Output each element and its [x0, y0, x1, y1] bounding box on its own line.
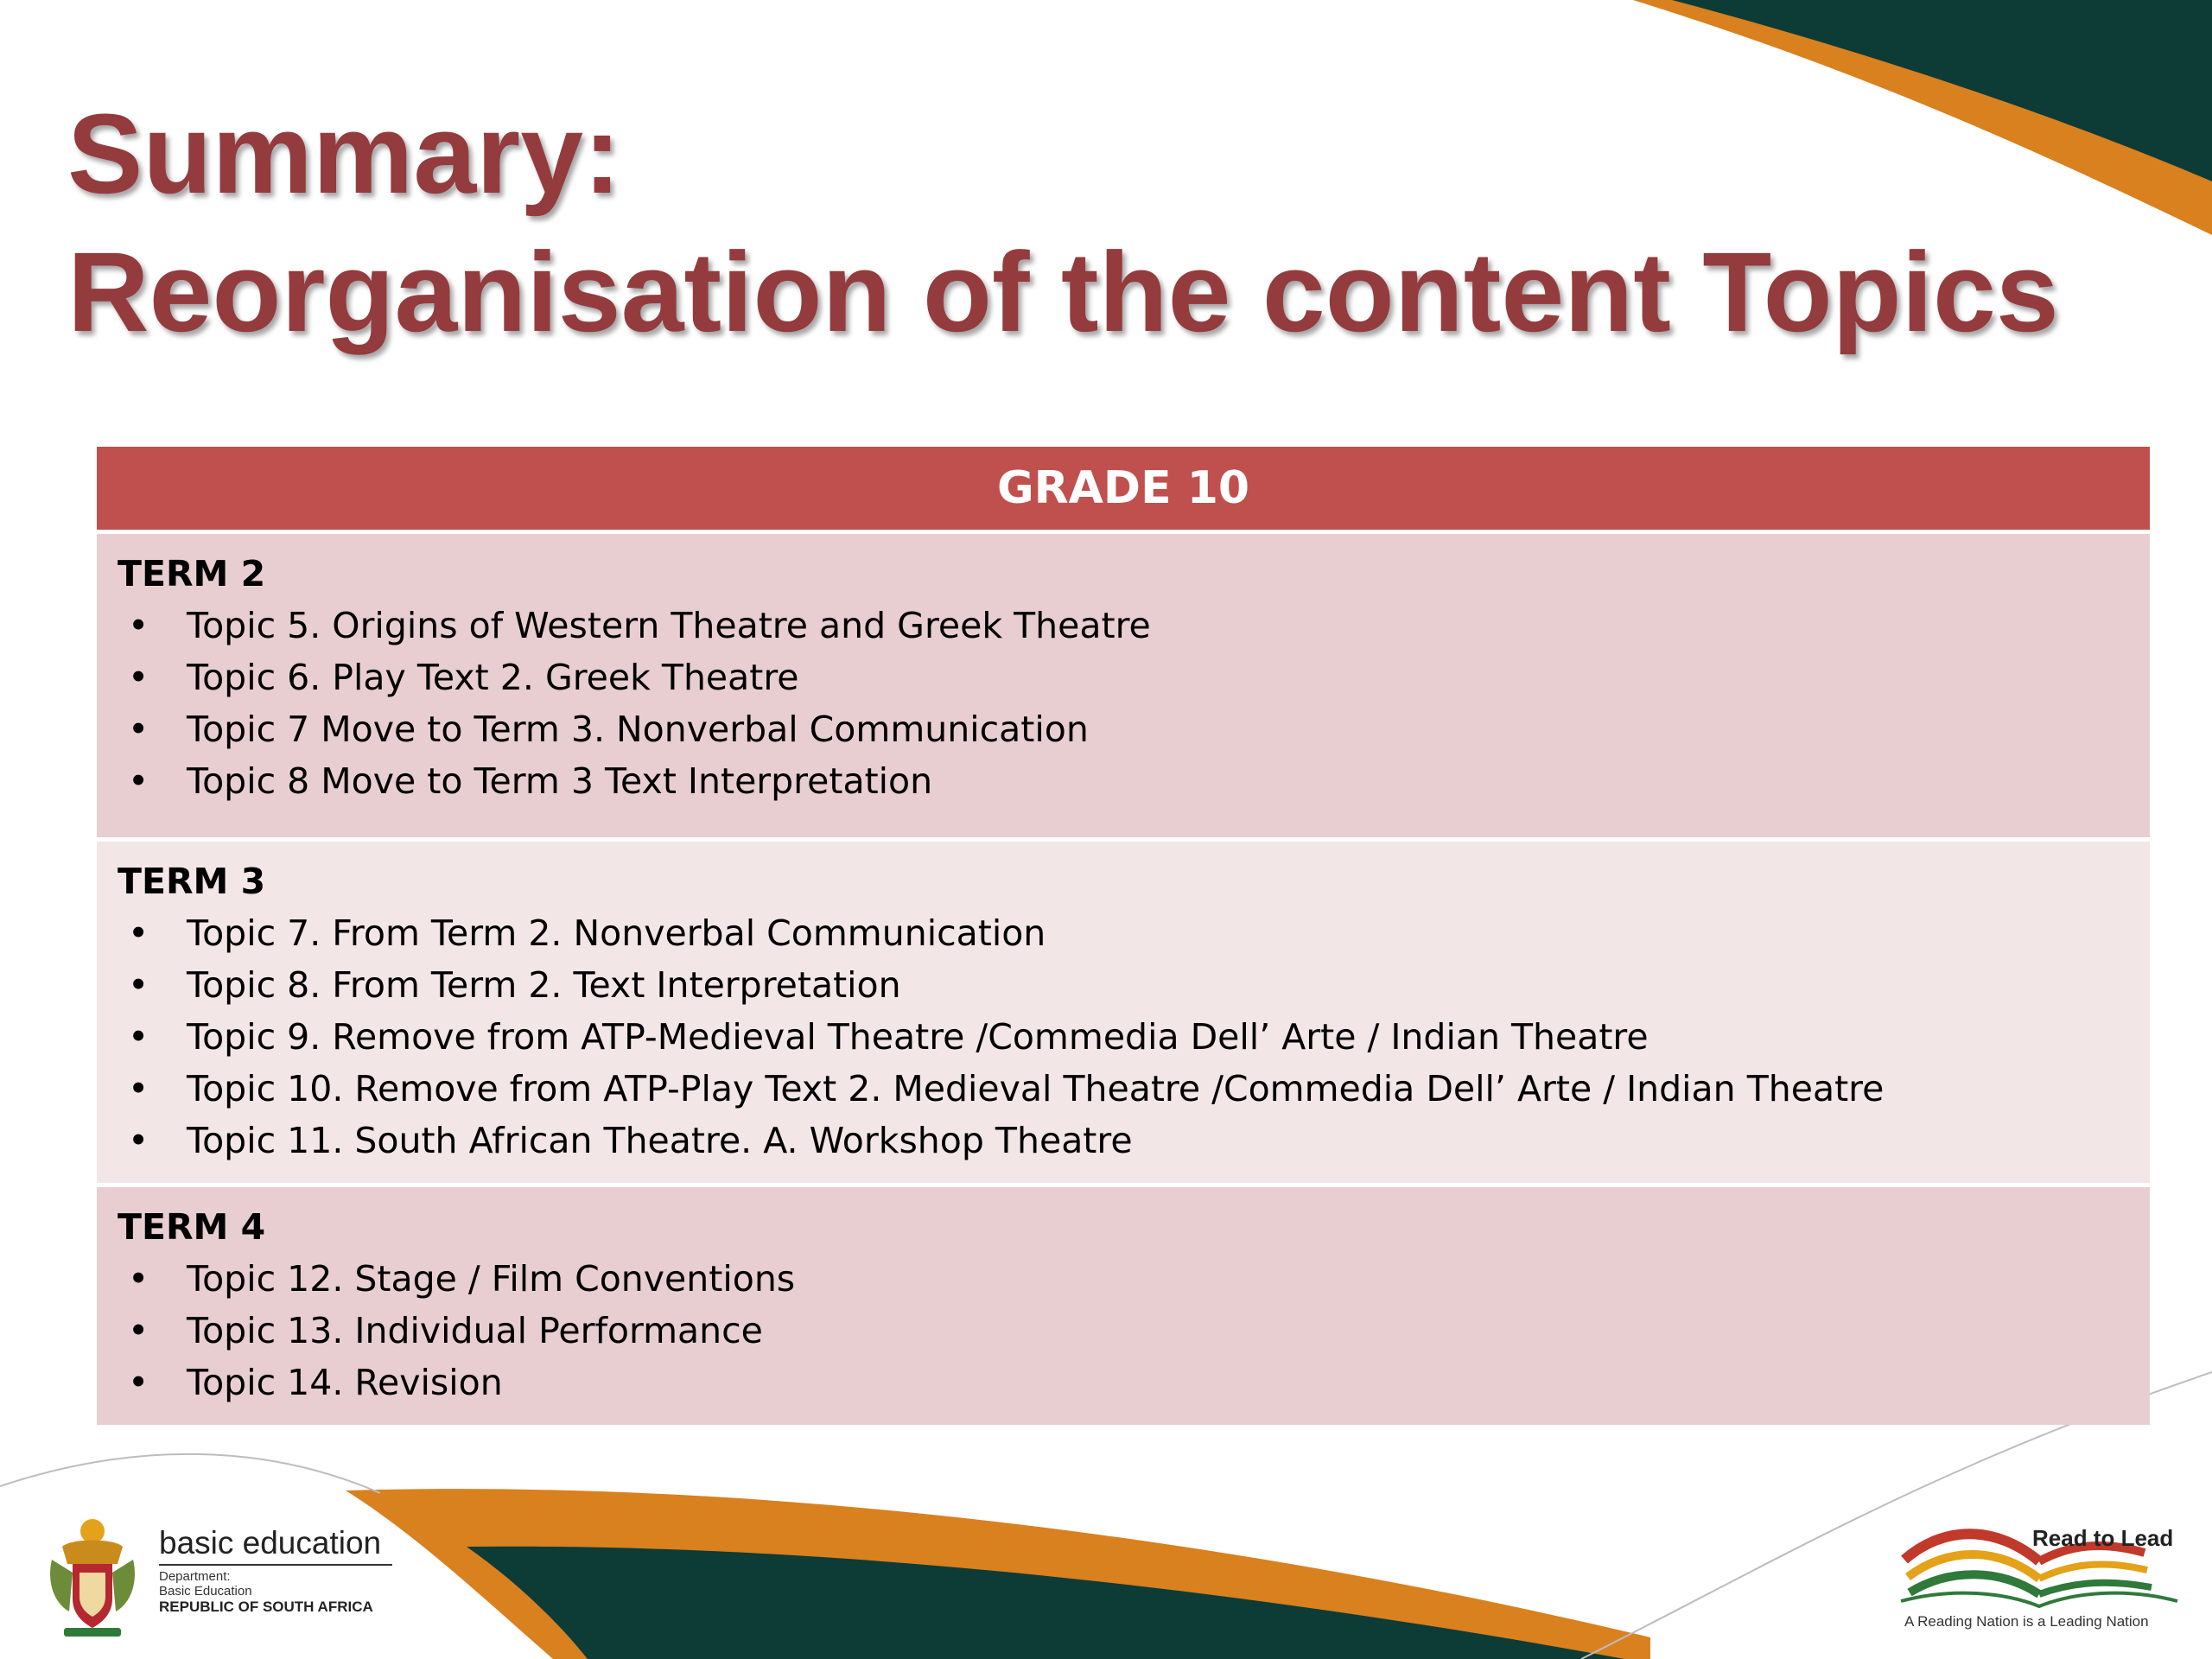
term-section: [97, 842, 2150, 1183]
coat-of-arms-icon: [45, 1512, 140, 1642]
bottom-left-grey-arc: [0, 1454, 380, 1493]
bullet-icon: •: [128, 1362, 149, 1403]
title-line-2: Reorganisation of the content Topics: [67, 228, 2059, 355]
topic-text: Topic 8. From Term 2. Text Interpretation: [187, 964, 901, 1006]
bullet-icon: •: [128, 912, 149, 954]
title-line-1: Summary:: [67, 90, 621, 217]
topic-item: [118, 907, 2129, 959]
bullet-icon: •: [128, 1068, 149, 1109]
topic-text: Topic 5. Origins of Western Theatre and Greek Theatre: [187, 605, 1151, 646]
topic-text: Topic 14. Revision: [187, 1362, 503, 1403]
department-text: [159, 1524, 392, 1615]
bullet-icon: •: [128, 709, 149, 750]
topic-item: [118, 703, 2129, 755]
term-heading: TERM 2: [118, 553, 266, 594]
topic-text: Topic 10. Remove from ATP-Play Text 2. Medieval Theatre /Commedia Dell’ Arte / Indian Theatre: [187, 1068, 1885, 1109]
read-to-lead-logo: [1892, 1508, 2186, 1637]
grade-header: GRADE 10: [97, 447, 2150, 530]
term-section: [97, 534, 2150, 837]
topic-item: [118, 755, 2129, 807]
term-section: [97, 1187, 2150, 1425]
bullet-icon: •: [128, 1258, 149, 1300]
slide-title: [67, 85, 2059, 361]
topic-text: Topic 9. Remove from ATP-Medieval Theatre /Commedia Dell’ Arte / Indian Theatre: [187, 1016, 1649, 1058]
department-logo: [45, 1512, 408, 1642]
campaign-tagline: A Reading Nation is a Leading Nation: [1904, 1613, 2149, 1630]
bullet-icon: •: [128, 1016, 149, 1058]
bullet-icon: •: [128, 760, 149, 802]
campaign-title: Read to Lead: [2032, 1525, 2174, 1551]
topic-text: Topic 8 Move to Term 3 Text Interpretation: [187, 760, 933, 802]
topic-item: [118, 600, 2129, 652]
term-heading: TERM 3: [118, 861, 266, 902]
topic-list: [118, 907, 2129, 1166]
department-line-1: Department:: [159, 1569, 231, 1584]
bullet-icon: •: [128, 1120, 149, 1161]
topic-item: [118, 652, 2129, 703]
topic-text: Topic 13. Individual Performance: [187, 1310, 763, 1351]
department-line-2: Basic Education: [159, 1584, 252, 1599]
department-divider: [159, 1564, 392, 1566]
bullet-icon: •: [128, 657, 149, 698]
topic-text: Topic 6. Play Text 2. Greek Theatre: [187, 657, 799, 698]
bullet-icon: •: [128, 605, 149, 646]
department-country: REPUBLIC OF SOUTH AFRICA: [159, 1599, 373, 1615]
department-name: basic education: [159, 1525, 382, 1560]
grade-table: [97, 447, 2150, 1425]
topic-text: Topic 11. South African Theatre. A. Workshop Theatre: [187, 1120, 1133, 1161]
topic-item: [118, 1357, 2129, 1408]
topic-text: Topic 12. Stage / Film Conventions: [187, 1258, 796, 1300]
topic-text: Topic 7. From Term 2. Nonverbal Communication: [187, 912, 1046, 954]
topic-list: [118, 1253, 2129, 1408]
topic-text: Topic 7 Move to Term 3. Nonverbal Communication: [187, 709, 1089, 750]
topic-item: [118, 959, 2129, 1011]
topic-item: [118, 1305, 2129, 1357]
topic-list: [118, 600, 2129, 807]
term-heading: TERM 4: [118, 1206, 266, 1248]
bullet-icon: •: [128, 964, 149, 1006]
topic-item: [118, 1063, 2129, 1115]
topic-item: [118, 1115, 2129, 1166]
topic-item: [118, 1253, 2129, 1305]
topic-item: [118, 1011, 2129, 1063]
bullet-icon: •: [128, 1310, 149, 1351]
